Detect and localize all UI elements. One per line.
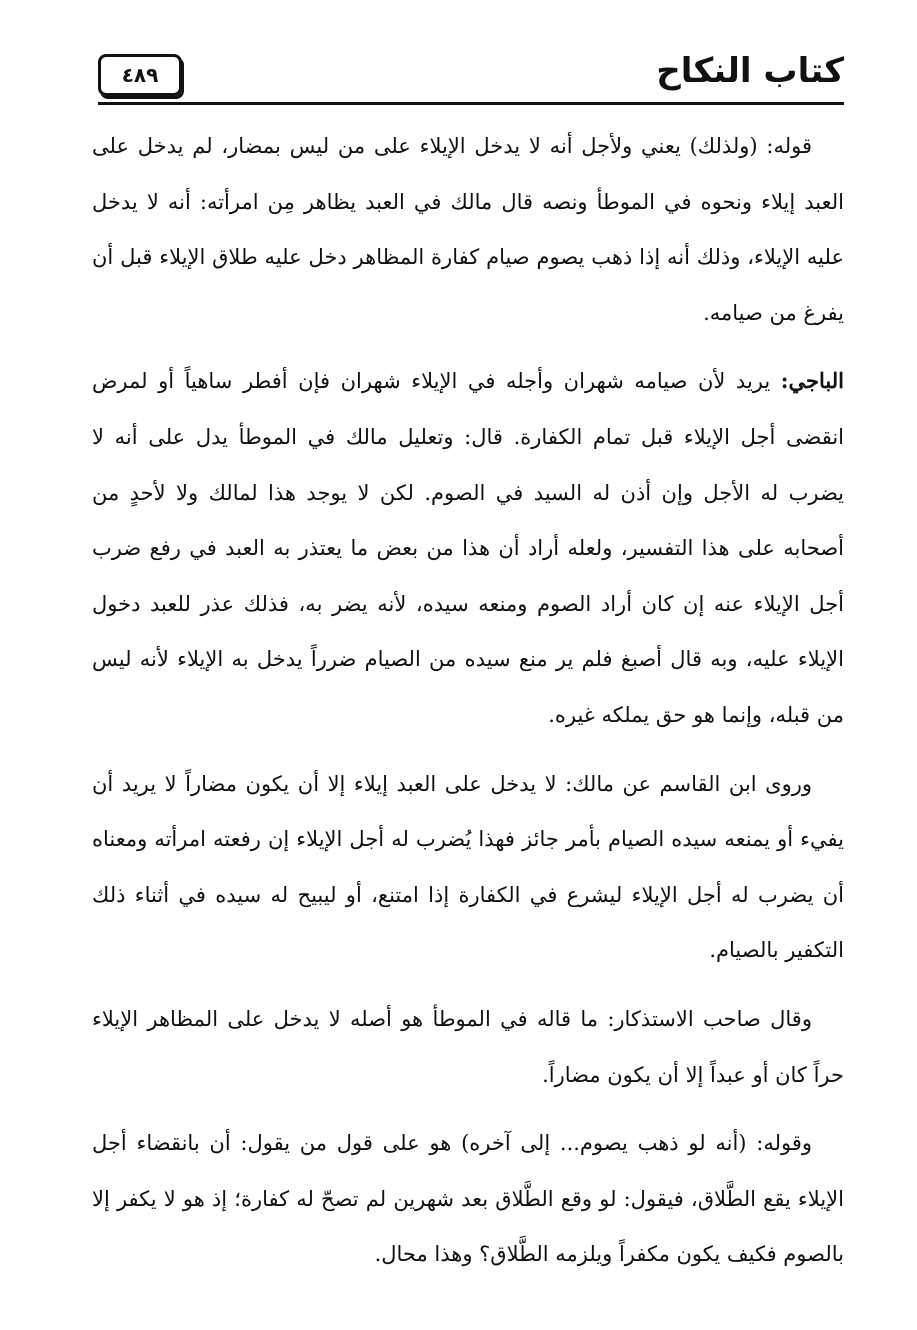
paragraph (92, 991, 844, 1103)
paragraph-text: وقوله: (أنه لو ذهب يصوم... إلى آخره) هو على قول من يقول: أن بانقضاء أجل الإيلاء يقع الطَّلاق، فيقول: لو وقع الطَّلاق بعد شهرين لم تصحّ له كفارة؛ إذ هو لا يكفر إلا بالصوم فكيف يكون مكفراً ويلزمه الطَّلاق؟ وهذا محال. (92, 1131, 844, 1267)
paragraph-text: وقال صاحب الاستذكار: ما قاله في الموطأ هو أصله لا يدخل على المظاهر الإيلاء حراً كان أو عبداً إلا أن يكون مضاراً. (92, 1006, 844, 1087)
header-rule (98, 102, 844, 105)
paragraph-lead: الباجي: (780, 368, 844, 394)
book-title: كتاب النكاح (656, 51, 844, 91)
paragraph (92, 756, 844, 979)
page-number: ٤٨٩ (98, 54, 182, 96)
page-header (98, 48, 844, 108)
paragraph (92, 353, 844, 743)
paragraph-text: يريد لأن صيامه شهران وأجله في الإيلاء شهران فإن أفطر ساهياً أو لمرض انقضى أجل الإيلاء قبل تمام الكفارة. قال: وتعليل مالك في الموطأ يدل على أنه لا يضرب له الأجل وإن أذن له السيد في الصوم. لكن لا يوجد هذا لمالك ولا لأحدٍ من أصحابه على هذا التفسير، ولعله أراد أن هذا من بعض ما يعتذر به العبد في رفع ضرب أجل الإيلاء عنه إن كان أراد الصوم ومنعه سيده، لأنه يضر به، فذلك عذر للعبد دخول الإيلاء عليه، وبه قال أصبغ فلم ير منع سيده من الصيام ضرراً يدخل به الإيلاء لأنه ليس من قبله، وإنما هو حق يملكه غيره. (92, 369, 844, 727)
paragraph (92, 1115, 844, 1283)
paragraph-text: وروى ابن القاسم عن مالك: لا يدخل على العبد إيلاء إلا أن يكون مضاراً لا يريد أن يفيء أو يمنعه سيده الصيام بأمر جائز فهذا يُضرب له أجل الإيلاء إن رفعته امرأته ومعناه أن يضرب له أجل الإيلاء ليشرع في الكفارة إذا امتنع، أو ليبيح له سيده في أثناء ذلك التكفير بالصيام. (92, 771, 844, 963)
paragraph-text: قوله: (ولذلك) يعني ولأجل أنه لا يدخل الإيلاء على من ليس بمضار، لم يدخل على العبد إيلاء ونحوه في الموطأ ونصه قال مالك في العبد يظاهر مِن امرأته: أنه لا يدخل عليه الإيلاء، وذلك أنه إذا ذهب يصوم صيام كفارة المظاهر دخل عليه طلاق الإيلاء قبل أن يفرغ من صيامه. (92, 134, 844, 325)
page-body (92, 118, 844, 1295)
paragraph (92, 118, 844, 341)
